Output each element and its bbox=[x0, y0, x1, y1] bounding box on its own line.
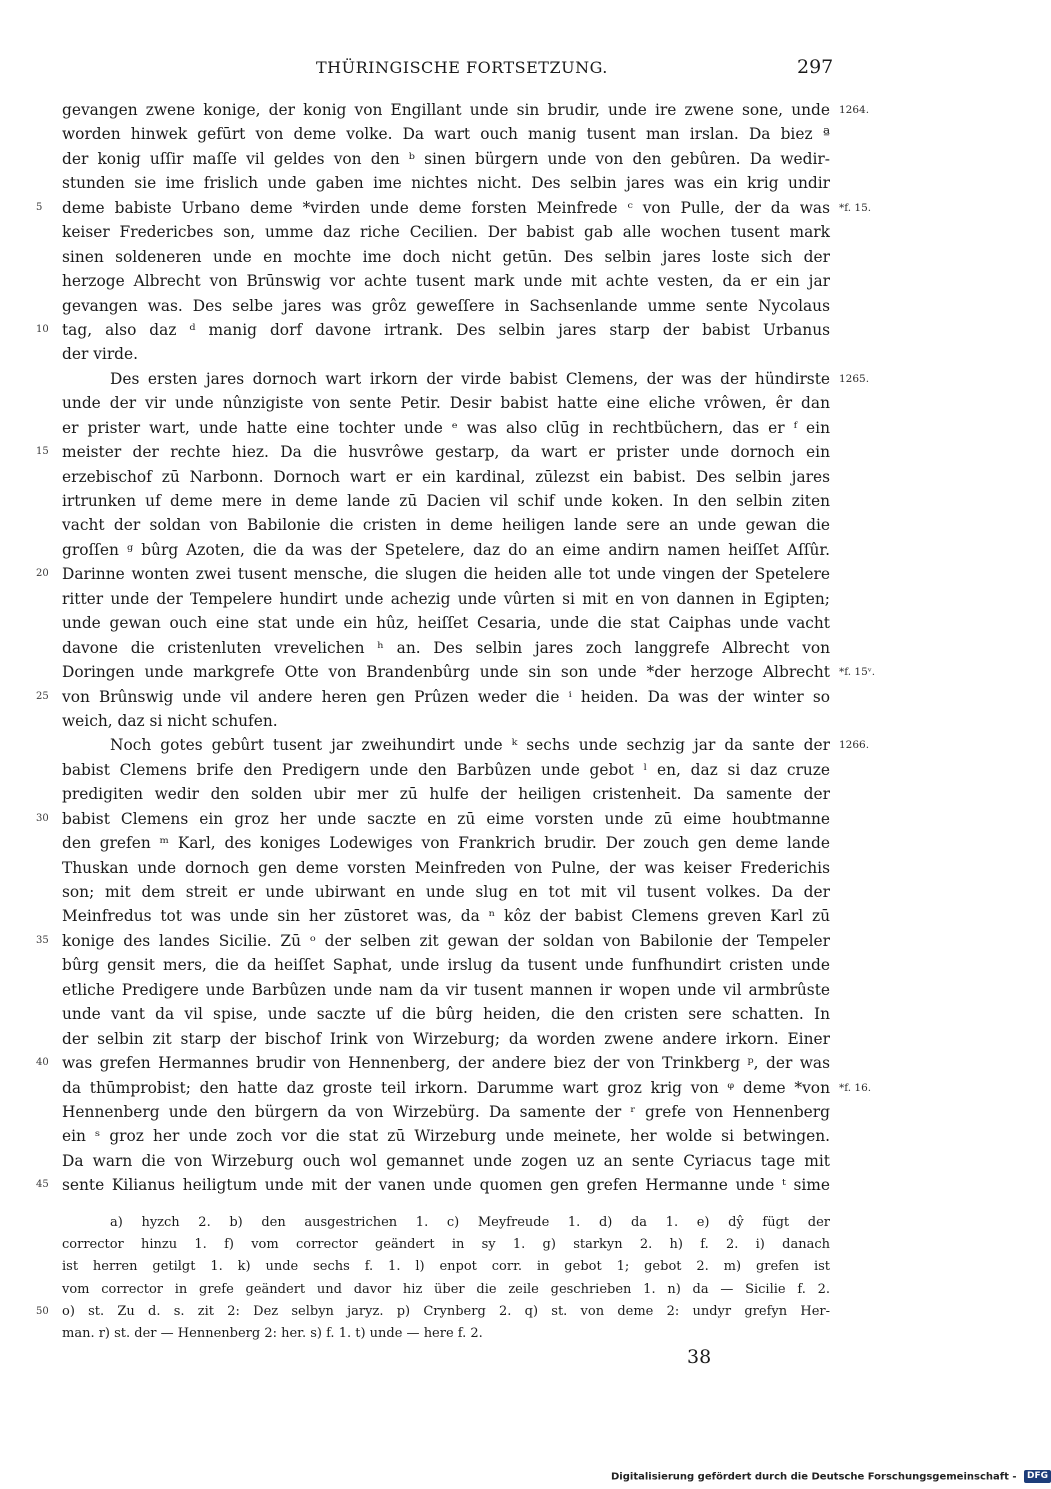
text-line bbox=[0, 685, 1000, 709]
footnote-line bbox=[0, 1323, 1000, 1345]
line-text: weich, daz si nicht schufen. bbox=[62, 711, 278, 730]
line-text: unde der vir unde nûnzigiste von sente Petir. Desir babist hatte eine eliche vrôwen, êr dan bbox=[62, 394, 830, 413]
text-line bbox=[0, 465, 1000, 489]
line-text: er prister wart, unde hatte eine tochter unde ᵉ was also clūg in rechtbüchern, das er ᶠ ein bbox=[62, 418, 830, 437]
text-line bbox=[0, 758, 1000, 782]
line-text: herzoge Albrecht von Brūnswig vor achte tusent mark unde mit achte vesten, da er ein jar bbox=[62, 272, 830, 291]
line-text: Meinfredus tot was unde sin her zūstoret was, da ⁿ kôz der babist Clemens greven Karl zū bbox=[62, 907, 830, 926]
margin-note: *f. 15. bbox=[839, 201, 872, 214]
line-text: stunden sie ime frislich unde gaben ime nichtes nicht. Des selbin jares was ein krig undir bbox=[62, 174, 830, 193]
text-line bbox=[0, 1027, 1000, 1051]
line-text: der virde. bbox=[62, 345, 139, 364]
line-text: babist Clemens ein groz her unde saczte en zū eime vorsten unde zū eime houbtmanne bbox=[62, 809, 830, 828]
line-text: Noch gotes gebûrt tusent jar zweihundirt unde ᵏ sechs unde sechzig jar da sante der bbox=[110, 736, 830, 755]
footnote-line bbox=[0, 1301, 1000, 1323]
line-text: den grefen ᵐ Karl, des koniges Lodewiges von Frankrich brudir. Der zouch gen deme lande bbox=[62, 834, 830, 853]
text-line bbox=[0, 147, 1000, 171]
line-text: was grefen Hermannes brudir von Hennenberg, der andere biez der von Trinkberg ᵖ, der was bbox=[62, 1054, 830, 1073]
text-line bbox=[0, 440, 1000, 464]
line-text: unde gewan ouch eine stat unde ein hûz, heiſſet Cesaria, unde die stat Caiphas unde vacht bbox=[62, 614, 830, 633]
margin-note: 1265. bbox=[839, 372, 870, 385]
text-line bbox=[0, 220, 1000, 244]
line-number: 20 bbox=[36, 568, 49, 580]
text-line bbox=[0, 1173, 1000, 1197]
text-line bbox=[0, 1002, 1000, 1026]
footnote-text: man. r) st. der — Hennenberg 2: her. s) f. 1. t) unde — here f. 2. bbox=[62, 1325, 483, 1341]
text-line bbox=[0, 391, 1000, 415]
running-title: THÜRINGISCHE FORTSETZUNG. bbox=[316, 58, 608, 77]
text-line bbox=[0, 1051, 1000, 1075]
footnote-text: vom corrector in grefe geändert und davor hiz über die zeile geschrieben 1. n) da — Sicilie f. 2. bbox=[62, 1281, 830, 1297]
line-text: babist Clemens brife den Predigern unde den Barbûzen unde gebot ˡ en, daz si daz cruze bbox=[62, 760, 830, 779]
text-line bbox=[0, 1100, 1000, 1124]
line-text: Des ersten jares dornoch wart irkorn der virde babist Clemens, der was der hündirste bbox=[110, 369, 830, 388]
line-text: meister der rechte hiez. Da die husvrôwe gestarp, da wart er prister unde dornoch ein bbox=[62, 443, 830, 462]
line-text: unde vant da vil spise, unde saczte uf die bûrg heiden, die den cristen sere schatten. In bbox=[62, 1005, 830, 1024]
text-line bbox=[0, 318, 1000, 342]
text-line bbox=[0, 171, 1000, 195]
line-text: Doringen unde markgrefe Otte von Brandenbûrg unde sin son unde *der herzoge Albrecht bbox=[62, 663, 830, 682]
text-line bbox=[0, 1124, 1000, 1148]
text-line bbox=[0, 562, 1000, 586]
footnote-text: corrector hinzu 1. f) vom corrector geändert in sy 1. g) starkyn 2. h) f. 2. i) danach bbox=[62, 1237, 830, 1253]
text-line bbox=[0, 538, 1000, 562]
line-text: bûrg gensit mers, die da heiſſet Saphat, unde irslug da tusent unde funfhundirt cristen unde bbox=[62, 956, 830, 975]
line-text: Hennenberg unde den bürgern da von Wirzebürg. Da samente der ʳ grefe von Hennenberg bbox=[62, 1102, 830, 1121]
digitization-text: Digitalisierung gefördert durch die Deutsche Forschungsgemeinschaft - bbox=[611, 1471, 1017, 1483]
text-line bbox=[0, 513, 1000, 537]
footnote-text: o) st. Zu d. s. zit 2: Dez selbyn jaryz. p) Crynberg 2. q) st. von deme 2: undyr grefyn Her- bbox=[62, 1303, 830, 1319]
line-text: sente Kilianus heiligtum unde mit der vanen unde quomen gen grefen Hermanne unde ᵗ sime bbox=[62, 1176, 830, 1195]
digitization-note bbox=[611, 1470, 1051, 1483]
footnote-text: ist herren getilgt 1. k) unde sechs f. 1. l) enpot corr. in gebot 1; gebot 2. m) grefen ist bbox=[62, 1259, 830, 1275]
line-number: 40 bbox=[36, 1057, 49, 1069]
line-text: davone die cristenluten vrevelichen ʰ an. Des selbin jares zoch langgrefe Albrecht von bbox=[62, 638, 830, 657]
text-line bbox=[0, 709, 1000, 733]
text-line bbox=[0, 733, 1000, 757]
text-line bbox=[0, 587, 1000, 611]
line-text: son; mit dem streit er unde ubirwant en unde slug en tot mit vil tusent volkes. Da der bbox=[62, 883, 830, 901]
text-line bbox=[0, 98, 1000, 122]
text-line bbox=[0, 831, 1000, 855]
line-number: 30 bbox=[36, 812, 49, 824]
margin-note: 1264. bbox=[839, 104, 870, 116]
text-line bbox=[0, 489, 1000, 513]
text-line bbox=[0, 880, 1000, 904]
line-text: etliche Predigere unde Barbûzen unde nam da vir tusent mannen ir wopen unde vil armbrûste bbox=[62, 980, 830, 999]
page-number: 297 bbox=[797, 56, 834, 78]
margin-note: *f. 15ᵛ. bbox=[839, 666, 876, 679]
dfg-logo: DFG bbox=[1024, 1470, 1051, 1483]
line-text: deme babiste Urbano deme *virden unde deme forsten Meinfrede ᶜ von Pulle, der da was bbox=[62, 198, 830, 217]
line-text: vacht der soldan von Babilonie die cristen in deme heiligen lande sere an unde gewan die bbox=[62, 516, 830, 535]
main-text bbox=[0, 98, 1000, 1198]
text-line bbox=[0, 342, 1000, 366]
text-line bbox=[0, 1149, 1000, 1173]
line-text: der selbin zit starp der bischof Irink von Wirzeburg; da worden zwene andere irkorn. Einer bbox=[62, 1029, 830, 1048]
line-text: gevangen zwene konige, der konig von Engillant unde sin brudir, unde ire zwene sone, unde bbox=[62, 101, 830, 119]
text-line bbox=[0, 269, 1000, 293]
line-text: da thūmprobist; den hatte daz groste teil irkorn. Darumme wart groz krig von ᵠ deme *von bbox=[62, 1078, 830, 1097]
footnote-text: a) hyzch 2. b) den ausgestrichen 1. c) Meyfreude 1. d) da 1. e) dŷ fügt der bbox=[110, 1215, 830, 1230]
footnote-line bbox=[0, 1234, 1000, 1256]
footnote-line bbox=[0, 1212, 1000, 1234]
text-line bbox=[0, 367, 1000, 391]
footnotes bbox=[0, 1212, 1000, 1345]
line-text: predigiten wedir den solden ubir mer zū hulfe der heiligen cristenheit. Da samente der bbox=[62, 785, 830, 804]
text-line bbox=[0, 196, 1000, 220]
footnote-line bbox=[0, 1279, 1000, 1301]
line-number: 15 bbox=[36, 446, 49, 458]
text-line bbox=[0, 904, 1000, 928]
line-number: 45 bbox=[36, 1179, 49, 1191]
line-number: 25 bbox=[36, 690, 49, 702]
text-line bbox=[0, 122, 1000, 146]
text-line bbox=[0, 807, 1000, 831]
line-number: 10 bbox=[36, 323, 49, 335]
line-text: keiser Fredericbes son, umme daz riche Cecilien. Der babist gab alle wochen tusent mark bbox=[62, 223, 830, 242]
line-number: 35 bbox=[36, 934, 49, 946]
text-line bbox=[0, 782, 1000, 806]
text-line bbox=[0, 856, 1000, 880]
text-line bbox=[0, 611, 1000, 635]
line-text: Da warn die von Wirzeburg ouch wol gemannet unde zogen uz an sente Cyriacus tage mit bbox=[62, 1151, 830, 1170]
text-line bbox=[0, 660, 1000, 684]
text-line bbox=[0, 245, 1000, 269]
text-line bbox=[0, 929, 1000, 953]
line-text: von Brûnswig unde vil andere heren gen Prûzen weder die ⁱ heiden. Da was der winter so bbox=[62, 687, 830, 706]
line-text: irtrunken uf deme mere in deme lande zū Dacien vil schif unde koken. In den selbin ziten bbox=[62, 492, 830, 510]
line-text: gevangen was. Des selbe jares was grôz geweſſere in Sachsenlande umme sente Nycolaus bbox=[62, 296, 830, 315]
line-text: erzebischof zū Narbonn. Dornoch wart er ein kardinal, zūlezst ein babist. Des selbin jares bbox=[62, 467, 830, 486]
footnote-line bbox=[0, 1256, 1000, 1278]
margin-note: *f. 16. bbox=[839, 1081, 872, 1094]
text-line bbox=[0, 1076, 1000, 1100]
line-text: Thuskan unde dornoch gen deme vorsten Meinfreden von Pulne, der was keiser Frederichis bbox=[62, 858, 830, 877]
line-text: tag, also daz ᵈ manig dorf davone irtrank. Des selbin jares starp der babist Urbanus bbox=[62, 320, 830, 339]
text-line bbox=[0, 294, 1000, 318]
line-text: ein ˢ groz her unde zoch vor die stat zū Wirzeburg unde meinete, her wolde si betwingen. bbox=[62, 1127, 830, 1146]
footnote-line-number: 50 bbox=[36, 1305, 49, 1317]
text-line bbox=[0, 978, 1000, 1002]
signature-mark: 38 bbox=[687, 1346, 712, 1368]
line-text: sinen soldeneren unde en mochte ime doch nicht getūn. Des selbin jares loste sich der bbox=[62, 247, 830, 266]
margin-note: 1266. bbox=[839, 739, 870, 752]
line-number: 5 bbox=[36, 201, 43, 213]
line-text: Darinne wonten zwei tusent mensche, die slugen die heiden alle tot unde vingen der Spetelere bbox=[62, 565, 830, 584]
line-text: worden hinwek gefūrt von deme volke. Da wart ouch manig tusent man irslan. Da biez ª bbox=[62, 125, 830, 144]
line-text: groſſen ᵍ bûrg Azoten, die da was der Spetelere, daz do an eime andirn namen heiſſet Aſſûr. bbox=[62, 540, 830, 559]
text-line bbox=[0, 636, 1000, 660]
text-line bbox=[0, 953, 1000, 977]
line-text: ritter unde der Tempelere hundirt unde achezig unde vûrten si mit en von dannen in Egipten; bbox=[62, 589, 830, 608]
text-line bbox=[0, 416, 1000, 440]
page-header bbox=[0, 58, 1000, 84]
line-text: konige des landes Sicilie. Zū ᵒ der selben zit gewan der soldan von Babilonie der Tempeler bbox=[62, 931, 830, 950]
line-text: der konig uſſir maſſe vil geldes von den ᵇ sinen bürgern unde von den gebûren. Da wedir- bbox=[62, 149, 830, 168]
